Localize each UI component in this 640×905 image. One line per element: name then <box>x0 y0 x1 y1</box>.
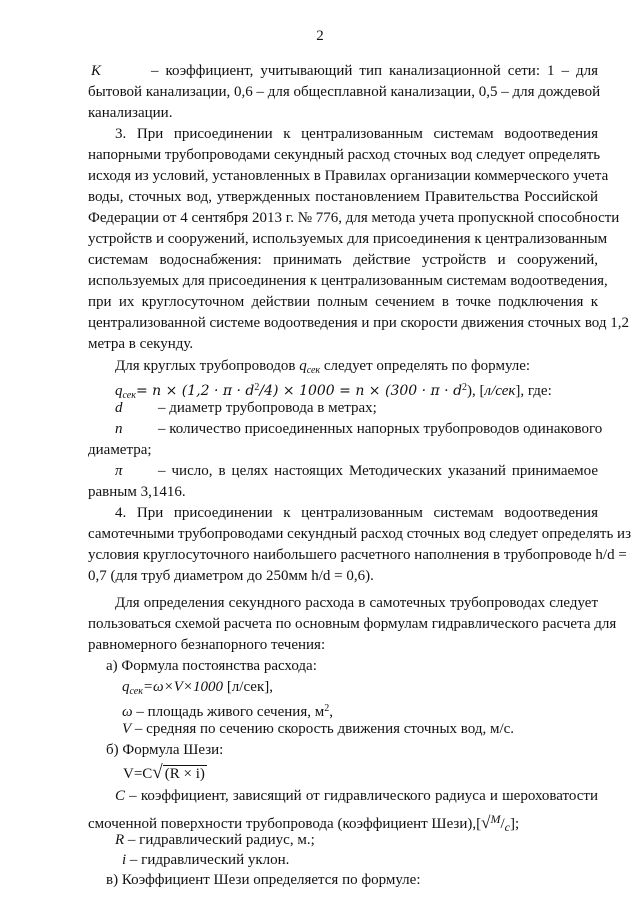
i-definition: i – гидравлический уклон. <box>122 852 290 868</box>
p4-line-4: 0,7 (для труб диаметром до 250мм h/d = 0,6). <box>88 568 374 584</box>
d-definition: – диаметр трубопровода в метрах; <box>158 400 377 416</box>
d-symbol: d <box>115 400 123 416</box>
p4-line-1: 4. При присоединении к централизованным системам водоотведения <box>115 505 598 521</box>
p3-line-7: системам водоснабжения: принимать действие устройств и сооружений, <box>88 252 598 268</box>
n-definition-2: диаметра; <box>88 442 152 458</box>
p4-line-2: самотечными трубопроводами секундный расход сточных вод следует определять из <box>88 526 631 542</box>
omega-definition: ω – площадь живого сечения, $м^2$, <box>122 703 333 720</box>
section-b-heading: б) Формула Шези: <box>106 742 224 758</box>
n-symbol: n <box>115 421 123 437</box>
p3-line-1: 3. При присоединении к централизованным системам водоотведения <box>115 126 598 142</box>
k-line-1: – коэффициент, учитывающий тип канализационной сети: 1 – для <box>151 63 598 79</box>
section-a-heading: а) Формула постоянства расхода: <box>106 658 317 674</box>
p3-line-10: централизованной системе водоотведения и при скорости движения сточных вод 1,2 <box>88 315 630 331</box>
v-definition: V – средняя по сечению скорость движения сточных вод, м/с. <box>122 721 515 737</box>
p3-line-3: исходя из условий, установленных в Правилах организации коммерческого учета <box>88 168 609 184</box>
p3-line-11: метра в секунду. <box>88 336 194 352</box>
pi-definition-2: равным 3,1416. <box>88 484 186 500</box>
page-number: 2 <box>316 28 324 44</box>
p4-line-3: условия круглосуточного наибольшего расчетного наполнения в трубопроводе h/d = <box>88 547 627 563</box>
p3-line-8: используемых для присоединения к централизованным системам водоотведения, <box>88 273 608 289</box>
c-definition-2: смоченной поверхности трубопровода (коэффициент $Шези),[√^М/_c]$; <box>88 812 520 834</box>
k-line-2: бытовой канализации, 0,6 – для общесплавной канализации, 0,5 – для дождевой <box>88 84 601 100</box>
p3-line-6: устройств и сооружений, используемых для присоединения к централизованным <box>88 231 608 247</box>
p5-line-1: Для определения секундного расхода в самотечных трубопроводах следует <box>115 595 598 611</box>
k-symbol: K <box>91 63 102 79</box>
formula1-intro: Для круглых трубопроводов $q_{сек}$ следует определять по формуле: <box>115 358 531 376</box>
p5-line-3: равномерного безнапорного течения: <box>88 637 326 653</box>
pi-symbol: π <box>115 463 123 479</box>
p3-line-2: напорными трубопроводами секундный расход сточных вод следует определять <box>88 147 601 163</box>
k-line-3: канализации. <box>88 105 173 121</box>
pi-definition: – число, в целях настоящих Методических указаний принимаемое <box>158 463 598 479</box>
r-definition: R – гидравлический радиус, м.; <box>115 832 315 848</box>
p3-line-9: при их круглосуточном действии полным сечением в точке подключения к <box>88 294 598 310</box>
p3-line-4: воды, сточных вод, утвержденных постановлением Правительства Российской <box>88 189 598 205</box>
n-definition: – количество присоединенных напорных трубопроводов одинакового <box>158 421 603 437</box>
p5-line-2: пользоваться схемой расчета по основным формулам гидравлического расчета для <box>88 616 617 632</box>
formula1: $q_{сек}= n \times (1,2 \cdot \pi \cdot d^2/4) \times 1000 = n \times (300 \cdot \pi \cdot d^2)$, [л/сек], где: <box>115 382 552 401</box>
p3-line-5: Федерации от 4 сентября 2013 г. № 776, для метода учета пропускной способности <box>88 210 620 226</box>
shezi-formula: V=C√ (R × i) <box>123 762 205 783</box>
section-a-formula: $q_{сек}=\omega\times V\times 1000$ [л/сек], <box>122 679 273 697</box>
section-v-heading: в) Коэффициент Шези определяется по формуле: <box>106 872 421 888</box>
c-definition: C – коэффициент, зависящий от гидравлического радиуса и шероховатости <box>115 788 598 804</box>
